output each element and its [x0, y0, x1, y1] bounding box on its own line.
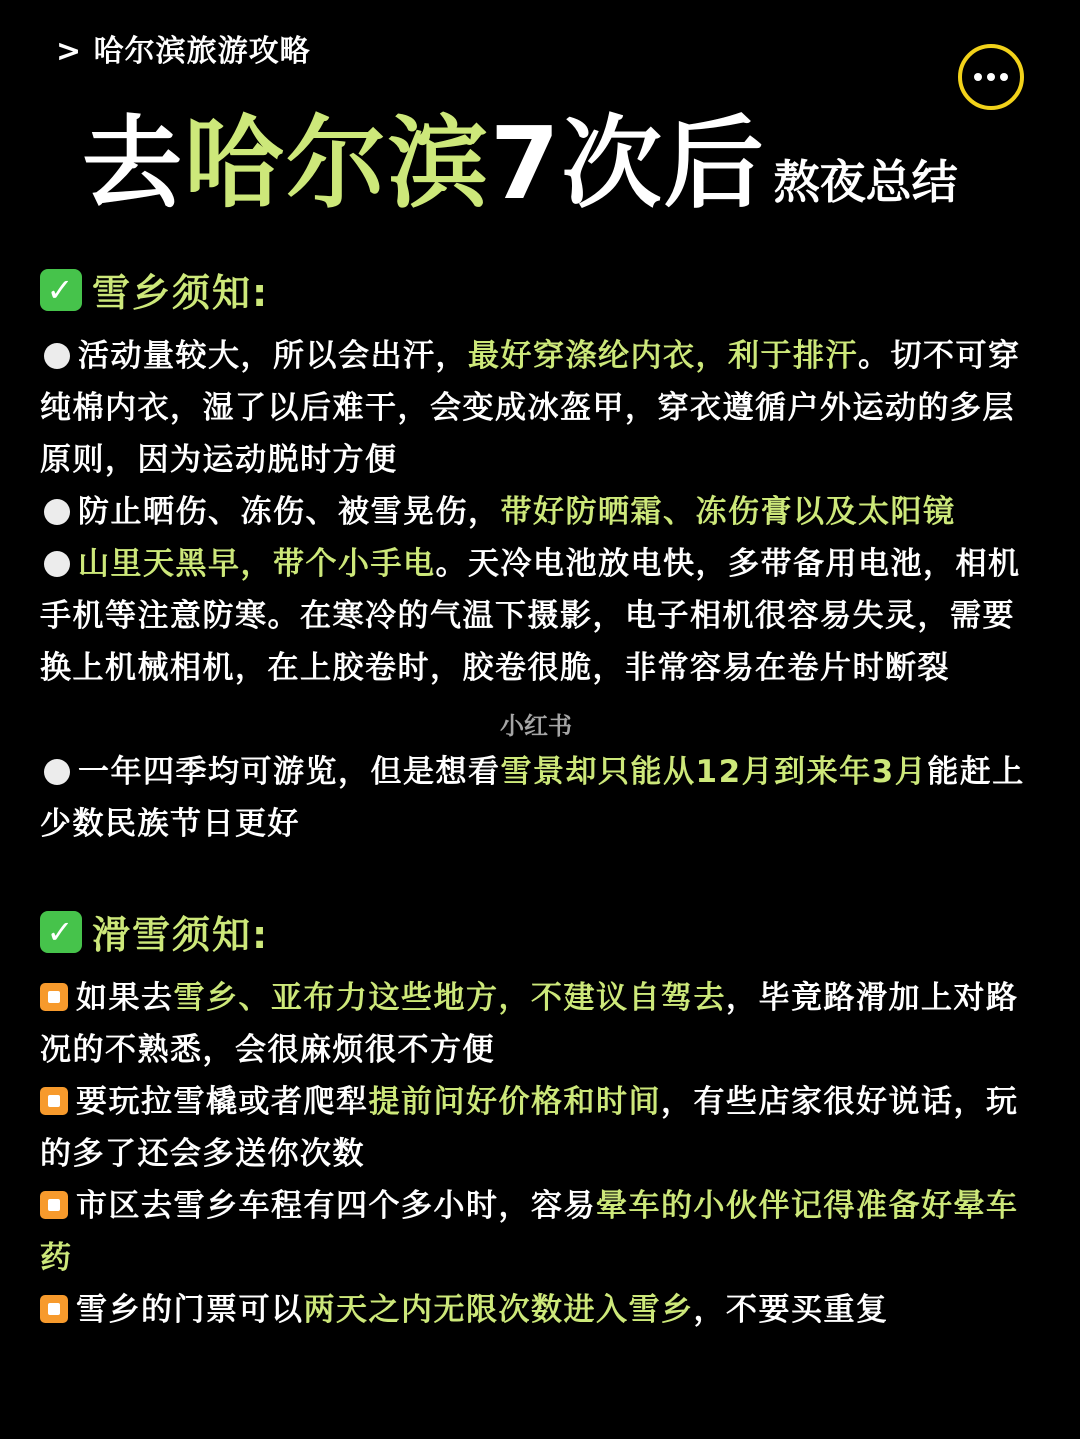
- body-text: ，不要买重复: [693, 1292, 889, 1328]
- list-item: [40, 1180, 1040, 1284]
- section-title-snow-town: [40, 262, 269, 317]
- list-item: [40, 486, 1040, 538]
- body-text: 能赶上少数民族节日更好: [40, 754, 1025, 842]
- highlighted-text: 两天之内无限次数进入雪乡: [303, 1292, 694, 1328]
- more-button[interactable]: [958, 44, 1024, 110]
- square-bullet-icon: [40, 983, 68, 1011]
- more-icon-dot: [1000, 73, 1008, 81]
- circle-bullet-icon: [44, 499, 70, 525]
- title-part-city: 哈尔滨: [184, 105, 490, 222]
- highlighted-text: 雪景却只能从12月到来年3月: [500, 754, 928, 790]
- list-item: [40, 972, 1040, 1076]
- check-icon: ✓: [40, 911, 82, 953]
- more-icon-dot: [987, 73, 995, 81]
- title-subtitle: 熬夜总结: [773, 155, 958, 209]
- body-text: 雪乡的门票可以: [76, 1292, 304, 1328]
- watermark-logo: 小红书: [500, 712, 572, 740]
- title-part-count: 7次后: [490, 105, 766, 222]
- body-text: 。天冷电池放电快，多带备用电池，相机手机等注意防寒。在寒冷的气温下摄影，电子相机很容易失灵，需要换上机械相机，在上胶卷时，胶卷很脆，非常容易在卷片时断裂: [40, 546, 1021, 686]
- body-text: 要玩拉雪橇或者爬犁: [76, 1084, 369, 1120]
- body-text: 如果去: [76, 980, 174, 1016]
- highlighted-text: 带好防晒霜、冻伤膏以及太阳镜: [500, 494, 956, 530]
- list-item: [40, 1284, 1040, 1336]
- breadcrumb[interactable]: > 哈尔滨旅游攻略: [56, 34, 311, 69]
- list-item: [40, 330, 1040, 486]
- square-bullet-icon: [40, 1191, 68, 1219]
- circle-bullet-icon: [44, 551, 70, 577]
- body-text: 一年四季均可游览，但是想看: [78, 754, 501, 790]
- check-icon: ✓: [40, 269, 82, 311]
- highlighted-text: 雪乡、亚布力这些地方，不建议自驾去: [173, 980, 726, 1016]
- highlighted-text: 山里天黑早，带个小手电: [78, 546, 436, 582]
- highlighted-text: 最好穿涤纶内衣，利于排汗: [468, 338, 858, 374]
- section-title-text: 滑雪须知:: [92, 913, 270, 957]
- more-icon: [974, 73, 982, 81]
- body-text: ，毕竟路滑加上对路况的不熟悉，会很麻烦很不方便: [40, 980, 1019, 1068]
- section-title-text: 雪乡须知:: [92, 271, 270, 315]
- list-item: [40, 1076, 1040, 1180]
- circle-bullet-icon: [44, 759, 70, 785]
- page-title: [82, 105, 958, 222]
- circle-bullet-icon: [44, 343, 70, 369]
- highlighted-text: 晕车的小伙伴记得准备好晕车药: [40, 1188, 1019, 1276]
- body-text: 市区去雪乡车程有四个多小时，容易: [76, 1188, 596, 1224]
- section-title-skiing: [40, 904, 269, 959]
- list-item: [40, 538, 1040, 694]
- highlighted-text: 提前问好价格和时间: [368, 1084, 661, 1120]
- square-bullet-icon: [40, 1087, 68, 1115]
- body-text: 防止晒伤、冻伤、被雪晃伤，: [78, 494, 501, 530]
- body-text: ，有些店家很好说话，玩的多了还会多送你次数: [40, 1084, 1019, 1172]
- body-text: 活动量较大，所以会出汗，: [78, 338, 468, 374]
- title-part-1: 去: [82, 105, 184, 222]
- square-bullet-icon: [40, 1295, 68, 1323]
- body-text: 。切不可穿纯棉内衣，湿了以后难干，会变成冰盔甲，穿衣遵循户外运动的多层原则，因为运动脱时方便: [40, 338, 1021, 478]
- list-item: [40, 746, 1040, 850]
